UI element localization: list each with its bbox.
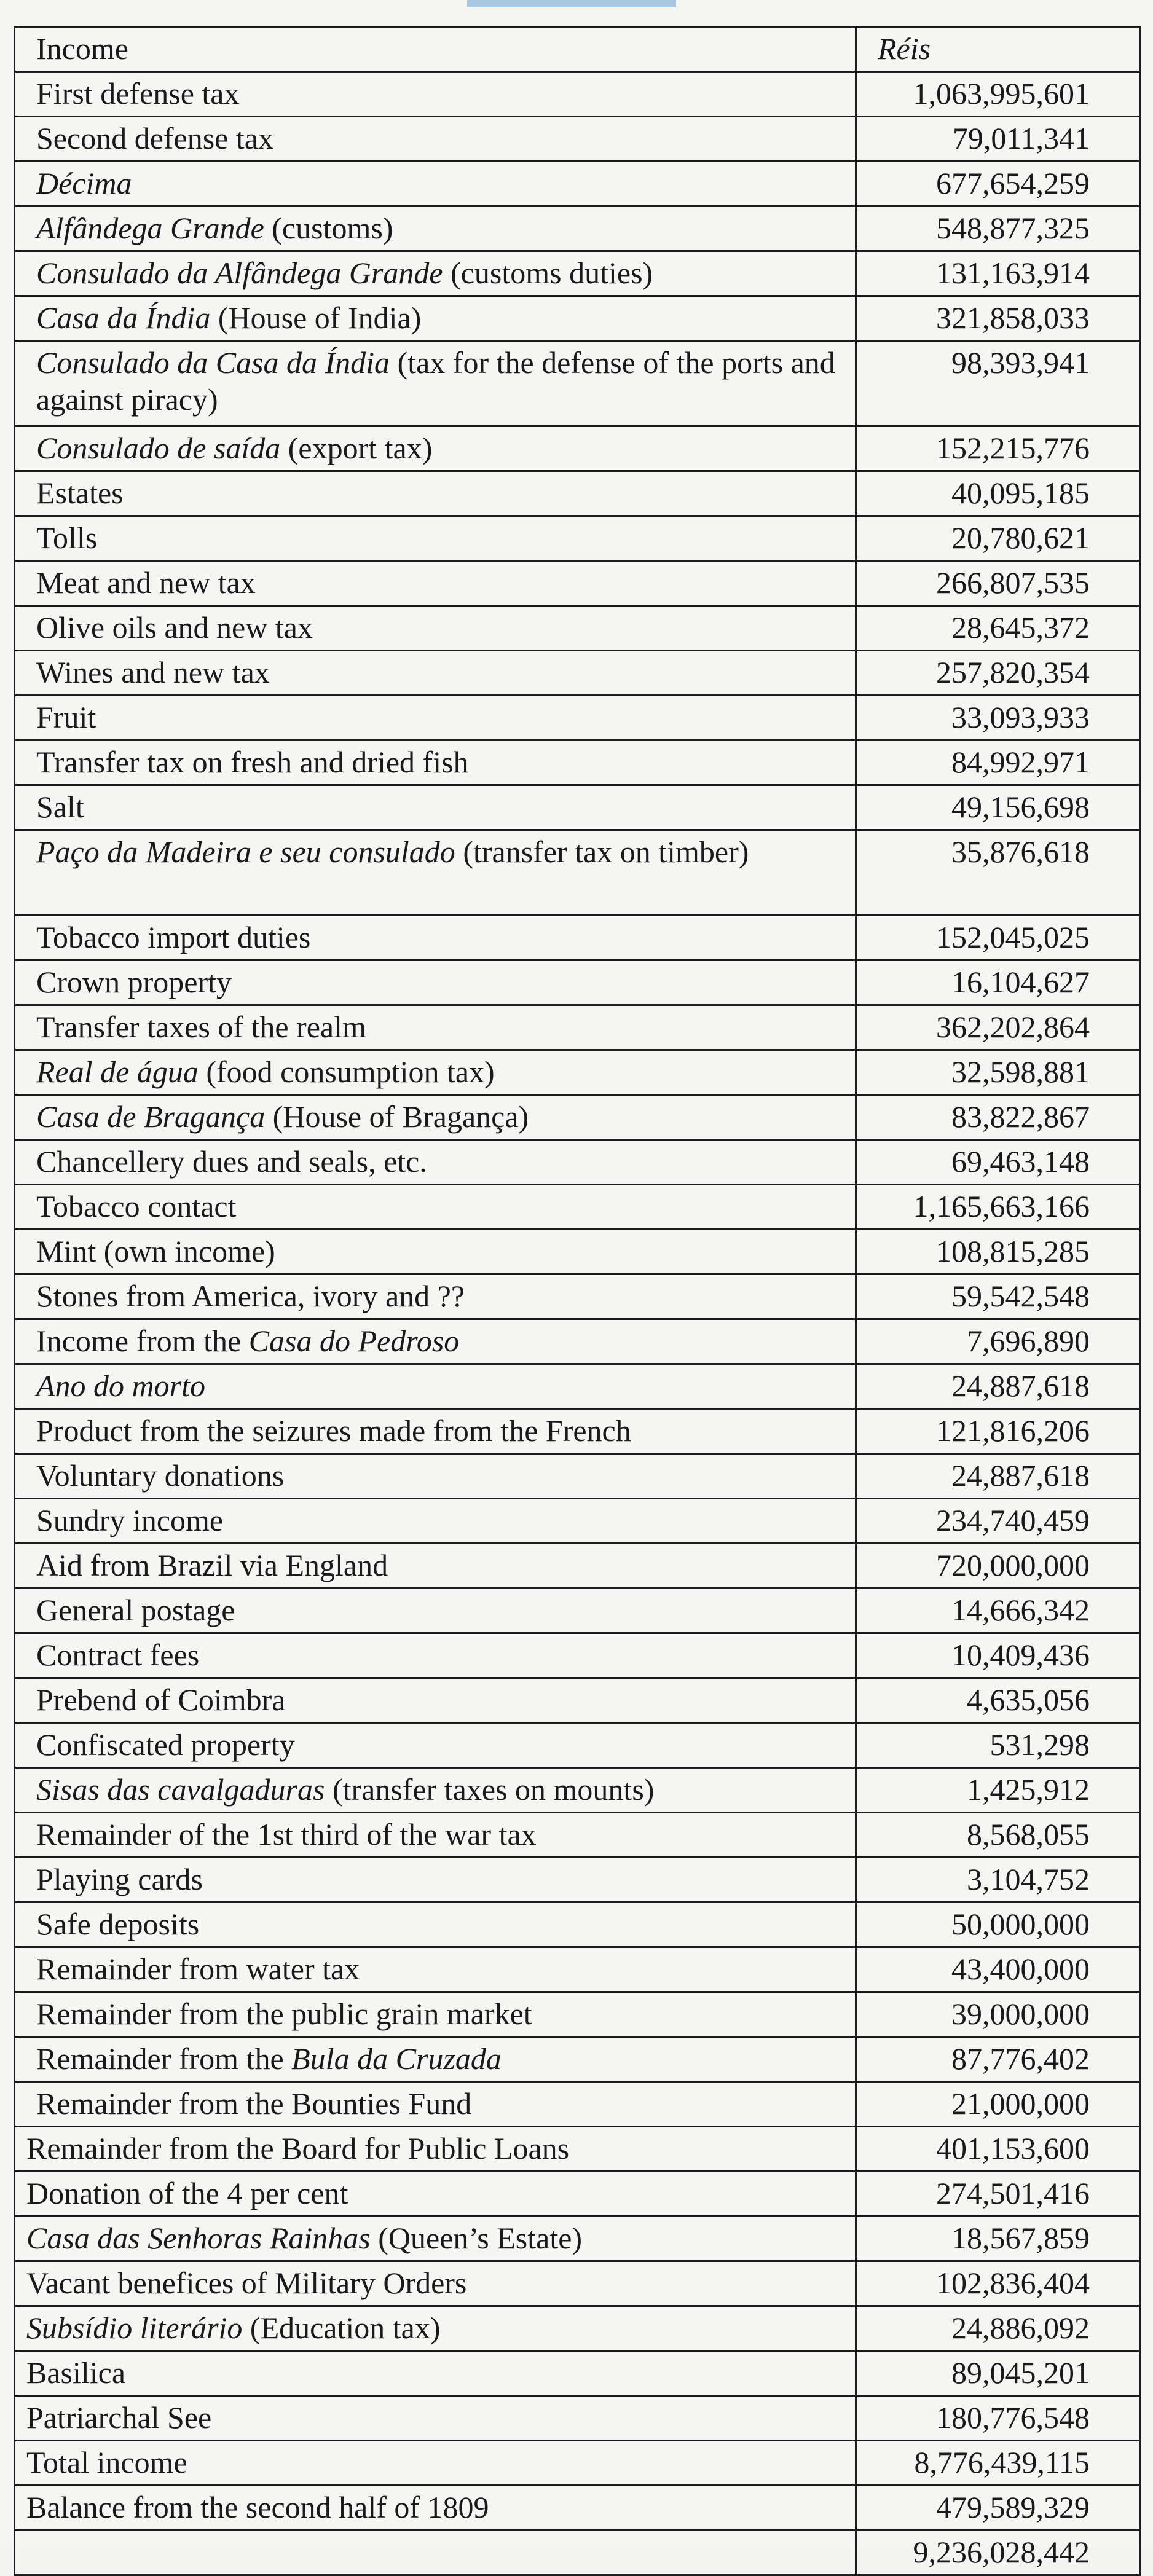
table-row <box>15 1364 1140 1409</box>
income-item-text: Second defense tax <box>36 121 273 155</box>
income-amount: 16,104,627 <box>856 960 1140 1005</box>
table-row <box>15 1409 1140 1454</box>
income-item-label <box>15 296 856 341</box>
income-item-text: Salt <box>36 790 84 824</box>
income-item-text: (House of India) <box>210 300 422 335</box>
income-item-label <box>15 960 856 1005</box>
income-amount: 108,815,285 <box>856 1230 1140 1274</box>
income-item-label <box>15 1230 856 1274</box>
income-table-body <box>15 27 1140 2575</box>
income-item-label <box>15 251 856 296</box>
income-item-text: Tolls <box>36 520 98 555</box>
income-item-text: Consulado de saída <box>36 431 281 465</box>
income-item-label <box>15 471 856 516</box>
header-reis: Réis <box>856 27 1140 72</box>
income-item-text: Remainder from the <box>36 2041 292 2076</box>
table-row <box>15 296 1140 341</box>
income-amount: 266,807,535 <box>856 561 1140 606</box>
income-item-text: Ano do morto <box>36 1368 205 1403</box>
income-amount: 8,776,439,115 <box>856 2441 1140 2486</box>
income-item-label <box>15 2261 856 2306</box>
income-amount: 152,215,776 <box>856 426 1140 471</box>
table-row <box>15 471 1140 516</box>
table-row <box>15 740 1140 785</box>
income-amount: 531,298 <box>856 1723 1140 1768</box>
table-row <box>15 1768 1140 1813</box>
income-item-label <box>15 1947 856 1992</box>
income-item-text: Mint (own income) <box>36 1234 275 1268</box>
income-item-text: Crown property <box>36 965 232 999</box>
header-row <box>15 27 1140 72</box>
table-row <box>15 2261 1140 2306</box>
table-row <box>15 916 1140 960</box>
table-row <box>15 72 1140 117</box>
table-row <box>15 651 1140 696</box>
income-item-label <box>15 2441 856 2486</box>
income-item-text: Sundry income <box>36 1503 224 1537</box>
table-row <box>15 1050 1140 1095</box>
table-row <box>15 606 1140 651</box>
income-item-text: Sisas das cavalgaduras <box>36 1772 325 1807</box>
income-item-text: Donation of the 4 per cent <box>26 2176 348 2210</box>
table-row <box>15 2441 1140 2486</box>
income-item-label <box>15 740 856 785</box>
income-item-text: (Education tax) <box>242 2311 441 2345</box>
income-amount: 43,400,000 <box>856 1947 1140 1992</box>
income-item-text: (food consumption tax) <box>198 1054 495 1089</box>
income-item-label <box>15 2172 856 2217</box>
income-item-label <box>15 1499 856 1544</box>
income-item-label <box>15 1005 856 1050</box>
income-item-text: Décima <box>36 166 132 200</box>
income-amount: 83,822,867 <box>856 1095 1140 1140</box>
income-amount: 79,011,341 <box>856 117 1140 162</box>
income-amount: 98,393,941 <box>856 341 1140 426</box>
income-amount: 89,045,201 <box>856 2351 1140 2396</box>
income-item-label <box>15 561 856 606</box>
income-item-label <box>15 2217 856 2261</box>
income-amount: 131,163,914 <box>856 251 1140 296</box>
table-row <box>15 2082 1140 2127</box>
table-row <box>15 1274 1140 1319</box>
income-item-text: Consulado da Alfândega Grande <box>36 256 443 290</box>
table-row <box>15 1633 1140 1678</box>
income-item-text: Paço da Madeira e seu consulado <box>36 834 455 869</box>
income-item-text: (tax for the defense of the ports and against piracy) <box>36 345 835 417</box>
income-item-label <box>15 606 856 651</box>
table-row <box>15 1588 1140 1633</box>
income-item-label <box>15 696 856 740</box>
income-item-text: (export tax) <box>280 431 433 465</box>
income-amount: 9,236,028,442 <box>856 2531 1140 2575</box>
income-item-text: Confiscated property <box>36 1727 295 1762</box>
income-amount: 8,568,055 <box>856 1813 1140 1858</box>
income-item-label <box>15 2127 856 2172</box>
table-row <box>15 1095 1140 1140</box>
income-item-text: Vacant benefices of Military Orders <box>26 2266 467 2300</box>
income-item-text: Remainder from the Board for Public Loans <box>26 2131 570 2166</box>
income-amount: 401,153,600 <box>856 2127 1140 2172</box>
income-amount: 20,780,621 <box>856 516 1140 561</box>
income-amount: 24,887,618 <box>856 1454 1140 1499</box>
income-amount: 87,776,402 <box>856 2037 1140 2082</box>
income-item-label <box>15 1588 856 1633</box>
table-row <box>15 1678 1140 1723</box>
table-row <box>15 206 1140 251</box>
income-item-text: Balance from the second half of 1809 <box>26 2490 489 2524</box>
income-item-text: Voluntary donations <box>36 1458 285 1493</box>
income-amount: 234,740,459 <box>856 1499 1140 1544</box>
income-item-label <box>15 785 856 830</box>
income-item-text: Remainder of the 1st third of the war tax <box>36 1817 537 1852</box>
income-amount: 102,836,404 <box>856 2261 1140 2306</box>
table-row <box>15 561 1140 606</box>
income-item-text: (transfer taxes on mounts) <box>325 1772 655 1807</box>
table-row <box>15 785 1140 830</box>
income-item-text: Basilica <box>26 2355 126 2390</box>
income-item-label <box>15 426 856 471</box>
income-item-text: First defense tax <box>36 76 240 111</box>
table-row <box>15 341 1140 426</box>
income-item-text: Casa do Pedroso <box>248 1324 460 1358</box>
income-amount: 3,104,752 <box>856 1858 1140 1903</box>
income-item-label <box>15 2486 856 2531</box>
income-item-text: Transfer taxes of the realm <box>36 1010 366 1044</box>
income-item-text: Casa das Senhoras Rainhas <box>26 2221 371 2255</box>
income-item-text: Prebend of Coimbra <box>36 1683 286 1717</box>
table-row <box>15 1185 1140 1230</box>
income-item-text: General postage <box>36 1593 235 1627</box>
income-item-label <box>15 1364 856 1409</box>
income-item-text: Casa de Bragança <box>36 1099 266 1134</box>
income-item-text: Product from the seizures made from the French <box>36 1413 631 1448</box>
income-item-label <box>15 1903 856 1947</box>
income-amount: 69,463,148 <box>856 1140 1140 1185</box>
table-row <box>15 251 1140 296</box>
income-item-label <box>15 2351 856 2396</box>
income-amount: 362,202,864 <box>856 1005 1140 1050</box>
table-row <box>15 1454 1140 1499</box>
table-row <box>15 2127 1140 2172</box>
income-item-text: Total income <box>26 2445 187 2480</box>
income-item-label <box>15 516 856 561</box>
income-amount: 1,063,995,601 <box>856 72 1140 117</box>
income-item-label <box>15 2531 856 2575</box>
income-amount: 50,000,000 <box>856 1903 1140 1947</box>
income-amount: 35,876,618 <box>856 830 1140 916</box>
income-amount: 4,635,056 <box>856 1678 1140 1723</box>
table-row <box>15 2217 1140 2261</box>
income-item-label <box>15 1544 856 1588</box>
income-item-text: Estates <box>36 476 124 510</box>
income-item-text: Real de água <box>36 1054 199 1089</box>
income-item-text: Tobacco import duties <box>36 920 311 954</box>
income-item-label <box>15 1813 856 1858</box>
income-item-text: Meat and new tax <box>36 565 256 600</box>
table-row <box>15 1319 1140 1364</box>
income-item-label <box>15 1319 856 1364</box>
income-item-text: Alfândega Grande <box>36 211 264 245</box>
income-item-label <box>15 651 856 696</box>
income-amount: 548,877,325 <box>856 206 1140 251</box>
header-income: Income <box>15 27 856 72</box>
table-row <box>15 2531 1140 2575</box>
table-row <box>15 426 1140 471</box>
income-table <box>14 26 1141 2576</box>
income-item-text: Remainder from water tax <box>36 1952 360 1986</box>
income-amount: 479,589,329 <box>856 2486 1140 2531</box>
table-row <box>15 696 1140 740</box>
table-row <box>15 830 1140 916</box>
income-item-label <box>15 1992 856 2037</box>
income-amount: 32,598,881 <box>856 1050 1140 1095</box>
income-item-label <box>15 1274 856 1319</box>
income-item-label <box>15 1768 856 1813</box>
income-item-text: Consulado da Casa da Índia <box>36 345 390 380</box>
income-amount: 18,567,859 <box>856 2217 1140 2261</box>
table-row <box>15 1903 1140 1947</box>
table-row <box>15 1723 1140 1768</box>
income-item-label <box>15 1140 856 1185</box>
income-item-text: (customs duties) <box>443 256 653 290</box>
table-row <box>15 516 1140 561</box>
income-amount: 40,095,185 <box>856 471 1140 516</box>
income-amount: 720,000,000 <box>856 1544 1140 1588</box>
income-item-label <box>15 1454 856 1499</box>
income-item-label <box>15 1185 856 1230</box>
table-row <box>15 960 1140 1005</box>
top-edge-strip <box>467 0 676 7</box>
income-item-label <box>15 2306 856 2351</box>
income-item-label <box>15 1858 856 1903</box>
income-amount: 180,776,548 <box>856 2396 1140 2441</box>
income-amount: 321,858,033 <box>856 296 1140 341</box>
income-item-text: Transfer tax on fresh and dried fish <box>36 745 469 779</box>
income-item-text: Chancellery dues and seals, etc. <box>36 1144 427 1179</box>
income-item-label <box>15 341 856 426</box>
table-row <box>15 2037 1140 2082</box>
income-item-label <box>15 2082 856 2127</box>
income-amount: 1,165,663,166 <box>856 1185 1140 1230</box>
table-row <box>15 162 1140 206</box>
income-item-label <box>15 916 856 960</box>
income-item-text: Tobacco contact <box>36 1189 237 1223</box>
income-item-label <box>15 1633 856 1678</box>
income-item-text: Subsídio literário <box>26 2311 243 2345</box>
income-amount: 39,000,000 <box>856 1992 1140 2037</box>
income-item-text: Safe deposits <box>36 1907 200 1941</box>
table-row <box>15 1140 1140 1185</box>
income-amount: 28,645,372 <box>856 606 1140 651</box>
table-row <box>15 1544 1140 1588</box>
income-item-text: (House of Bragança) <box>265 1099 529 1134</box>
income-item-text: Income from the <box>36 1324 249 1358</box>
income-item-label <box>15 1723 856 1768</box>
income-item-text: (Queen’s Estate) <box>370 2221 583 2255</box>
income-item-label <box>15 830 856 916</box>
table-row <box>15 1947 1140 1992</box>
income-item-text: Casa da Índia <box>36 300 211 335</box>
income-amount: 121,816,206 <box>856 1409 1140 1454</box>
table-row <box>15 2351 1140 2396</box>
income-item-label <box>15 72 856 117</box>
table-row <box>15 2486 1140 2531</box>
table-row <box>15 117 1140 162</box>
income-amount: 677,654,259 <box>856 162 1140 206</box>
income-amount: 14,666,342 <box>856 1588 1140 1633</box>
income-amount: 7,696,890 <box>856 1319 1140 1364</box>
income-amount: 24,886,092 <box>856 2306 1140 2351</box>
income-amount: 21,000,000 <box>856 2082 1140 2127</box>
table-row <box>15 1230 1140 1274</box>
income-item-text: Patriarchal See <box>26 2400 212 2435</box>
income-item-text: Remainder from the public grain market <box>36 1997 532 2031</box>
income-item-text: Olive oils and new tax <box>36 610 313 645</box>
income-amount: 59,542,548 <box>856 1274 1140 1319</box>
income-item-text: Playing cards <box>36 1862 203 1896</box>
income-amount: 84,992,971 <box>856 740 1140 785</box>
income-item-label <box>15 2037 856 2082</box>
income-item-text: Bula da Cruzada <box>291 2041 502 2076</box>
income-amount: 152,045,025 <box>856 916 1140 960</box>
income-item-text: (transfer tax on timber) <box>455 834 749 869</box>
income-amount: 257,820,354 <box>856 651 1140 696</box>
income-item-text: Contract fees <box>36 1638 200 1672</box>
income-amount: 33,093,933 <box>856 696 1140 740</box>
income-item-text: Aid from Brazil via England <box>36 1548 388 1582</box>
table-row <box>15 1858 1140 1903</box>
table-row <box>15 2172 1140 2217</box>
income-amount: 49,156,698 <box>856 785 1140 830</box>
table-row <box>15 2306 1140 2351</box>
income-amount: 274,501,416 <box>856 2172 1140 2217</box>
table-row <box>15 1005 1140 1050</box>
income-item-label <box>15 1409 856 1454</box>
table-row <box>15 1813 1140 1858</box>
table-row <box>15 1992 1140 2037</box>
income-item-label <box>15 1678 856 1723</box>
income-item-label <box>15 206 856 251</box>
income-amount: 1,425,912 <box>856 1768 1140 1813</box>
table-row <box>15 2396 1140 2441</box>
income-item-label <box>15 1095 856 1140</box>
income-item-label <box>15 1050 856 1095</box>
income-item-label <box>15 117 856 162</box>
income-item-text: Remainder from the Bounties Fund <box>36 2086 472 2121</box>
income-item-label <box>15 2396 856 2441</box>
income-item-text: Stones from America, ivory and ?? <box>36 1279 465 1313</box>
income-item-text: Fruit <box>36 700 96 734</box>
table-row <box>15 1499 1140 1544</box>
income-item-label <box>15 162 856 206</box>
income-item-text: (customs) <box>264 211 393 245</box>
income-item-text: Wines and new tax <box>36 655 270 689</box>
income-amount: 10,409,436 <box>856 1633 1140 1678</box>
income-amount: 24,887,618 <box>856 1364 1140 1409</box>
